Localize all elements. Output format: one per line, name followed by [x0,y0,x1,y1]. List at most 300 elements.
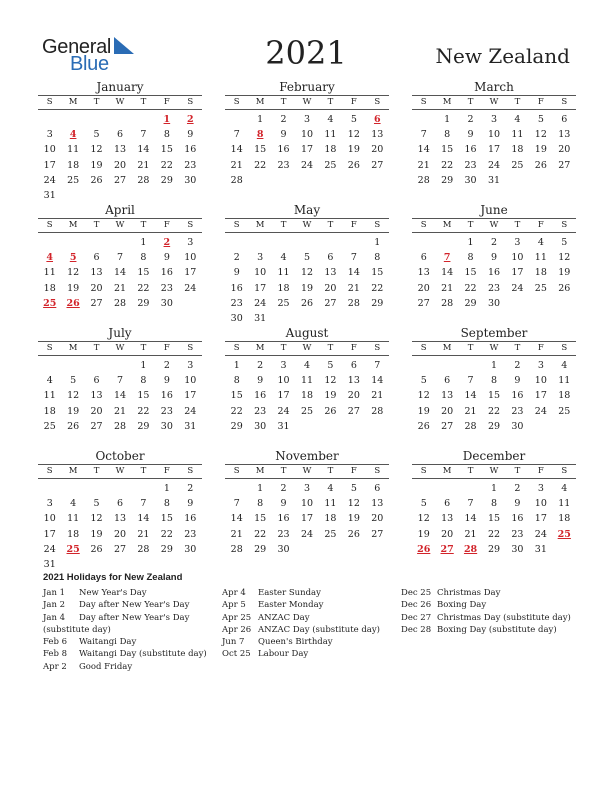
day-cell: 12 [347,129,360,141]
day-cell: 11 [43,390,56,402]
day-cell: 14 [441,267,454,279]
day-cell: 19 [347,513,360,525]
day-cell: 30 [511,543,524,555]
day-cell: 8 [233,375,240,387]
day-cell: 29 [254,543,267,555]
day-cell: 18 [300,390,314,402]
empty-day-cell [38,358,61,373]
day-cell: 12 [558,252,571,264]
day-cell: 27 [371,159,384,171]
empty-day-cell [132,112,155,127]
day-grid [38,358,202,434]
weekday-label: S [561,97,568,107]
day-cell: 20 [113,159,127,171]
day-cell: 20 [324,282,337,294]
day-cell: 28 [347,297,360,309]
empty-day-cell [85,481,108,496]
weekday-label: T [93,220,100,230]
day-cell: 26 [300,297,314,309]
holiday-date: Apr 25 [222,612,252,623]
day-cell: 5 [350,483,357,494]
weekday-label: S [420,97,427,107]
day-cell: 23 [254,405,267,417]
country-name: New Zealand [435,44,570,68]
day-cell: 2 [514,483,521,494]
day-cell: 11 [300,375,314,387]
day-cell: 25 [511,159,524,171]
month-october [38,449,202,572]
holiday-item [222,648,380,660]
day-cell: 19 [417,528,430,540]
day-cell: 18 [67,159,80,171]
day-cell: 17 [254,282,267,294]
day-cell: 14 [464,513,477,525]
weekday-label: W [115,220,125,230]
weekday-label: S [187,97,194,107]
holiday-day-cell: 4 [46,252,54,264]
month-title: December [462,449,526,463]
holiday-name: New Year's Day [79,588,147,598]
empty-day-cell [108,481,131,496]
holiday-item [222,624,380,636]
holiday-date: Apr 26 [222,624,252,635]
day-cell: 8 [257,498,264,510]
day-cell: 20 [347,390,360,402]
weekday-header [225,341,389,356]
holiday-day-cell: 1 [163,114,171,125]
empty-day-cell [108,112,131,127]
day-cell: 25 [324,159,337,171]
month-july [38,326,202,434]
empty-day-cell [61,358,84,373]
day-cell: 10 [511,252,524,264]
day-cell: 15 [464,267,477,279]
day-cell: 31 [43,189,56,201]
day-cell: 19 [300,282,314,294]
day-cell: 9 [233,267,240,279]
day-cell: 1 [490,483,498,494]
day-cell: 29 [160,174,173,186]
weekday-label: M [68,97,78,107]
weekday-label: S [420,220,427,230]
weekday-label: M [68,466,78,476]
day-cell: 19 [90,159,103,171]
weekday-label: S [187,466,194,476]
day-cell: 24 [487,159,501,171]
weekday-label: T [514,220,521,230]
day-cell: 1 [467,237,474,248]
day-cell: 8 [163,498,170,510]
day-cell: 12 [67,267,80,279]
day-cell: 9 [163,252,170,264]
weekday-label: T [467,466,474,476]
holiday-date: Jan 4 [43,612,66,623]
day-cell: 16 [277,513,290,525]
day-cell: 22 [371,282,384,294]
day-cell: 15 [137,267,150,279]
holiday-name: Good Friday [79,661,133,672]
holiday-item [401,587,571,599]
day-cell: 2 [490,237,498,248]
holiday-day-cell: 25 [43,297,57,309]
day-cell: 5 [350,114,357,125]
month-title: October [95,449,145,463]
month-title: January [96,80,144,94]
holiday-item [43,599,207,611]
day-cell: 28 [371,405,384,417]
empty-day-cell [225,112,248,127]
day-cell: 2 [514,360,521,371]
day-cell: 10 [184,375,197,387]
day-cell: 15 [254,144,267,156]
day-cell: 30 [254,420,267,432]
day-cell: 17 [534,513,547,525]
day-cell: 23 [160,405,173,417]
day-cell: 17 [277,390,290,402]
day-cell: 10 [184,252,197,264]
day-cell: 20 [90,405,103,417]
empty-day-cell [85,235,108,250]
holiday-date: Dec 25 [401,588,432,598]
day-cell: 12 [347,498,360,510]
day-cell: 14 [137,144,150,156]
day-cell: 18 [558,513,571,525]
empty-day-cell [319,235,342,250]
holiday-name: (substitute day) [43,624,111,635]
day-cell: 7 [140,129,147,141]
day-cell: 31 [534,543,547,555]
day-cell: 28 [464,420,477,432]
holiday-date: Jun 7 [222,637,245,648]
weekday-label: S [561,466,568,476]
holiday-column [43,587,207,673]
weekday-label: W [302,97,312,107]
day-cell: 16 [184,144,197,156]
day-cell: 31 [254,312,267,324]
day-cell: 23 [464,159,477,171]
day-cell: 7 [116,252,124,264]
day-cell: 18 [67,528,80,540]
weekday-header [38,464,202,479]
weekday-label: S [420,466,427,476]
day-cell: 9 [514,375,521,387]
day-cell: 4 [46,375,53,387]
day-grid [225,481,389,557]
day-cell: 19 [558,267,571,279]
calendar-year: 2021 [265,34,347,72]
weekday-label: W [302,466,312,476]
empty-day-cell [225,481,248,496]
day-cell: 30 [277,543,290,555]
holiday-item [43,648,207,660]
day-cell: 15 [441,144,454,156]
empty-day-cell [38,235,61,250]
day-cell: 9 [163,375,170,387]
holiday-name: Labour Day [258,649,309,660]
month-june [412,203,576,311]
month-may [225,203,389,326]
month-april [38,203,202,311]
day-cell: 10 [254,267,267,279]
day-cell: 3 [490,114,498,125]
day-cell: 11 [511,129,524,141]
empty-day-cell [61,112,84,127]
month-november [225,449,389,557]
weekday-label: F [163,97,170,107]
day-cell: 7 [140,498,147,510]
holiday-item [222,636,380,648]
day-cell: 24 [43,543,56,555]
day-cell: 25 [277,297,290,309]
weekday-label: S [46,343,53,353]
day-cell: 9 [187,129,194,141]
day-cell: 15 [487,513,501,525]
day-cell: 17 [487,144,501,156]
day-cell: 21 [441,282,454,294]
month-december [412,449,576,557]
day-cell: 25 [324,528,337,540]
day-cell: 23 [184,159,197,171]
weekday-label: T [93,343,100,353]
day-cell: 4 [561,360,568,371]
month-title: June [480,203,508,217]
holiday-date: Jan 2 [43,600,66,611]
day-cell: 8 [163,129,170,141]
holiday-item [222,612,380,624]
day-cell: 5 [420,375,427,387]
day-cell: 13 [371,129,384,141]
holiday-date: Apr 5 [222,600,246,611]
weekday-header [38,95,202,110]
weekday-label: M [442,343,452,353]
holiday-day-cell: 8 [256,129,264,141]
holiday-day-cell: 25 [557,528,571,540]
day-cell: 8 [140,252,147,264]
day-cell: 13 [558,129,571,141]
logo-word-blue: Blue [70,53,109,75]
day-cell: 6 [116,129,124,141]
day-cell: 7 [467,375,474,387]
day-cell: 20 [371,144,384,156]
day-cell: 14 [417,144,430,156]
weekday-label: T [280,343,287,353]
month-march [412,80,576,188]
day-cell: 27 [371,528,384,540]
day-cell: 5 [537,114,544,125]
day-cell: 29 [230,420,243,432]
day-cell: 9 [257,375,264,387]
weekday-label: F [350,220,357,230]
holiday-item [43,587,207,599]
day-cell: 26 [90,174,103,186]
day-cell: 15 [371,267,384,279]
weekday-label: T [280,220,287,230]
day-cell: 1 [257,483,264,494]
weekday-label: M [68,220,78,230]
weekday-label: T [514,343,521,353]
day-cell: 24 [184,405,197,417]
weekday-label: S [374,220,381,230]
weekday-label: W [115,97,125,107]
day-cell: 3 [46,498,53,510]
weekday-header [38,341,202,356]
day-cell: 17 [184,267,197,279]
day-cell: 30 [511,420,524,432]
empty-day-cell [108,235,131,250]
day-cell: 7 [467,498,474,510]
day-cell: 8 [140,375,147,387]
day-cell: 13 [113,144,127,156]
day-cell: 21 [230,159,243,171]
day-cell: 1 [257,114,264,125]
logo-triangle-icon [112,37,136,55]
day-cell: 4 [327,114,334,125]
day-cell: 21 [137,159,150,171]
empty-day-cell [435,481,458,496]
day-grid [412,358,576,434]
day-cell: 25 [558,405,571,417]
day-grid [412,112,576,188]
weekday-label: T [140,97,147,107]
day-cell: 29 [137,297,150,309]
day-cell: 13 [324,267,337,279]
empty-day-cell [61,235,84,250]
holiday-item [401,599,571,611]
day-cell: 22 [160,528,173,540]
day-cell: 22 [160,159,173,171]
day-cell: 27 [113,543,127,555]
weekday-label: T [280,97,287,107]
weekday-label: F [537,466,544,476]
day-cell: 16 [254,390,267,402]
weekday-label: W [115,343,125,353]
empty-day-cell [412,235,435,250]
holiday-day-cell: 4 [69,129,77,141]
weekday-label: F [537,343,544,353]
day-cell: 22 [487,405,501,417]
holiday-item [222,587,380,599]
weekday-label: T [514,466,521,476]
day-cell: 22 [137,282,150,294]
day-cell: 27 [417,297,430,309]
day-cell: 19 [347,144,360,156]
day-cell: 2 [280,483,287,494]
day-cell: 29 [160,543,173,555]
weekday-label: M [255,343,265,353]
day-cell: 23 [277,159,290,171]
day-cell: 24 [43,174,56,186]
empty-day-cell [132,481,155,496]
day-cell: 24 [511,282,524,294]
day-cell: 1 [140,237,147,248]
day-cell: 19 [67,405,80,417]
day-cell: 8 [444,129,451,141]
day-cell: 28 [113,297,127,309]
weekday-label: M [255,220,265,230]
holiday-day-cell: 2 [163,237,171,248]
day-cell: 3 [46,129,53,141]
day-grid [225,358,389,434]
day-cell: 9 [514,498,521,510]
day-cell: 16 [230,282,243,294]
day-cell: 15 [160,513,173,525]
day-cell: 6 [350,360,357,371]
day-cell: 17 [300,513,314,525]
day-cell: 27 [558,159,571,171]
day-cell: 15 [230,390,243,402]
weekday-label: T [140,466,147,476]
day-cell: 20 [441,528,454,540]
day-cell: 10 [534,498,547,510]
weekday-label: S [561,343,568,353]
holiday-name: Day after New Year's Day [79,612,190,623]
weekday-label: W [489,220,499,230]
empty-day-cell [412,112,435,127]
weekday-label: F [163,220,170,230]
day-cell: 4 [537,237,544,248]
day-cell: 26 [324,405,337,417]
day-cell: 12 [324,375,337,387]
empty-day-cell [295,235,318,250]
day-cell: 27 [113,174,127,186]
day-cell: 12 [300,267,314,279]
day-cell: 7 [233,498,240,510]
weekday-header [412,464,576,479]
day-cell: 4 [303,360,311,371]
day-cell: 9 [187,498,194,510]
weekday-label: W [302,343,312,353]
weekday-label: T [467,220,474,230]
day-cell: 30 [184,174,197,186]
empty-day-cell [459,358,482,373]
day-cell: 19 [417,405,430,417]
day-cell: 17 [300,144,314,156]
day-cell: 21 [113,405,127,417]
day-cell: 13 [441,513,454,525]
weekday-label: S [187,343,194,353]
day-cell: 3 [280,360,287,371]
empty-day-cell [85,112,108,127]
day-cell: 5 [93,129,100,141]
day-cell: 20 [371,513,384,525]
day-cell: 25 [43,420,56,432]
holiday-name: Christmas Day (substitute day) [437,612,571,623]
weekday-label: S [187,220,194,230]
day-cell: 28 [113,420,127,432]
day-cell: 11 [534,252,547,264]
holiday-column [401,587,571,636]
month-september [412,326,576,434]
day-cell: 18 [511,144,524,156]
day-cell: 2 [257,360,264,371]
day-cell: 23 [184,528,197,540]
day-cell: 5 [70,375,77,387]
day-cell: 3 [537,360,544,371]
weekday-label: W [489,97,499,107]
month-title: August [285,326,329,340]
day-cell: 9 [490,252,498,264]
day-cell: 24 [254,297,267,309]
day-cell: 28 [417,174,430,186]
day-cell: 11 [277,267,290,279]
day-grid [225,112,389,188]
weekday-label: T [280,466,287,476]
empty-day-cell [85,358,108,373]
day-cell: 2 [233,252,240,264]
holiday-date: Jan 1 [43,588,66,598]
weekday-label: F [163,466,170,476]
day-cell: 28 [441,297,454,309]
